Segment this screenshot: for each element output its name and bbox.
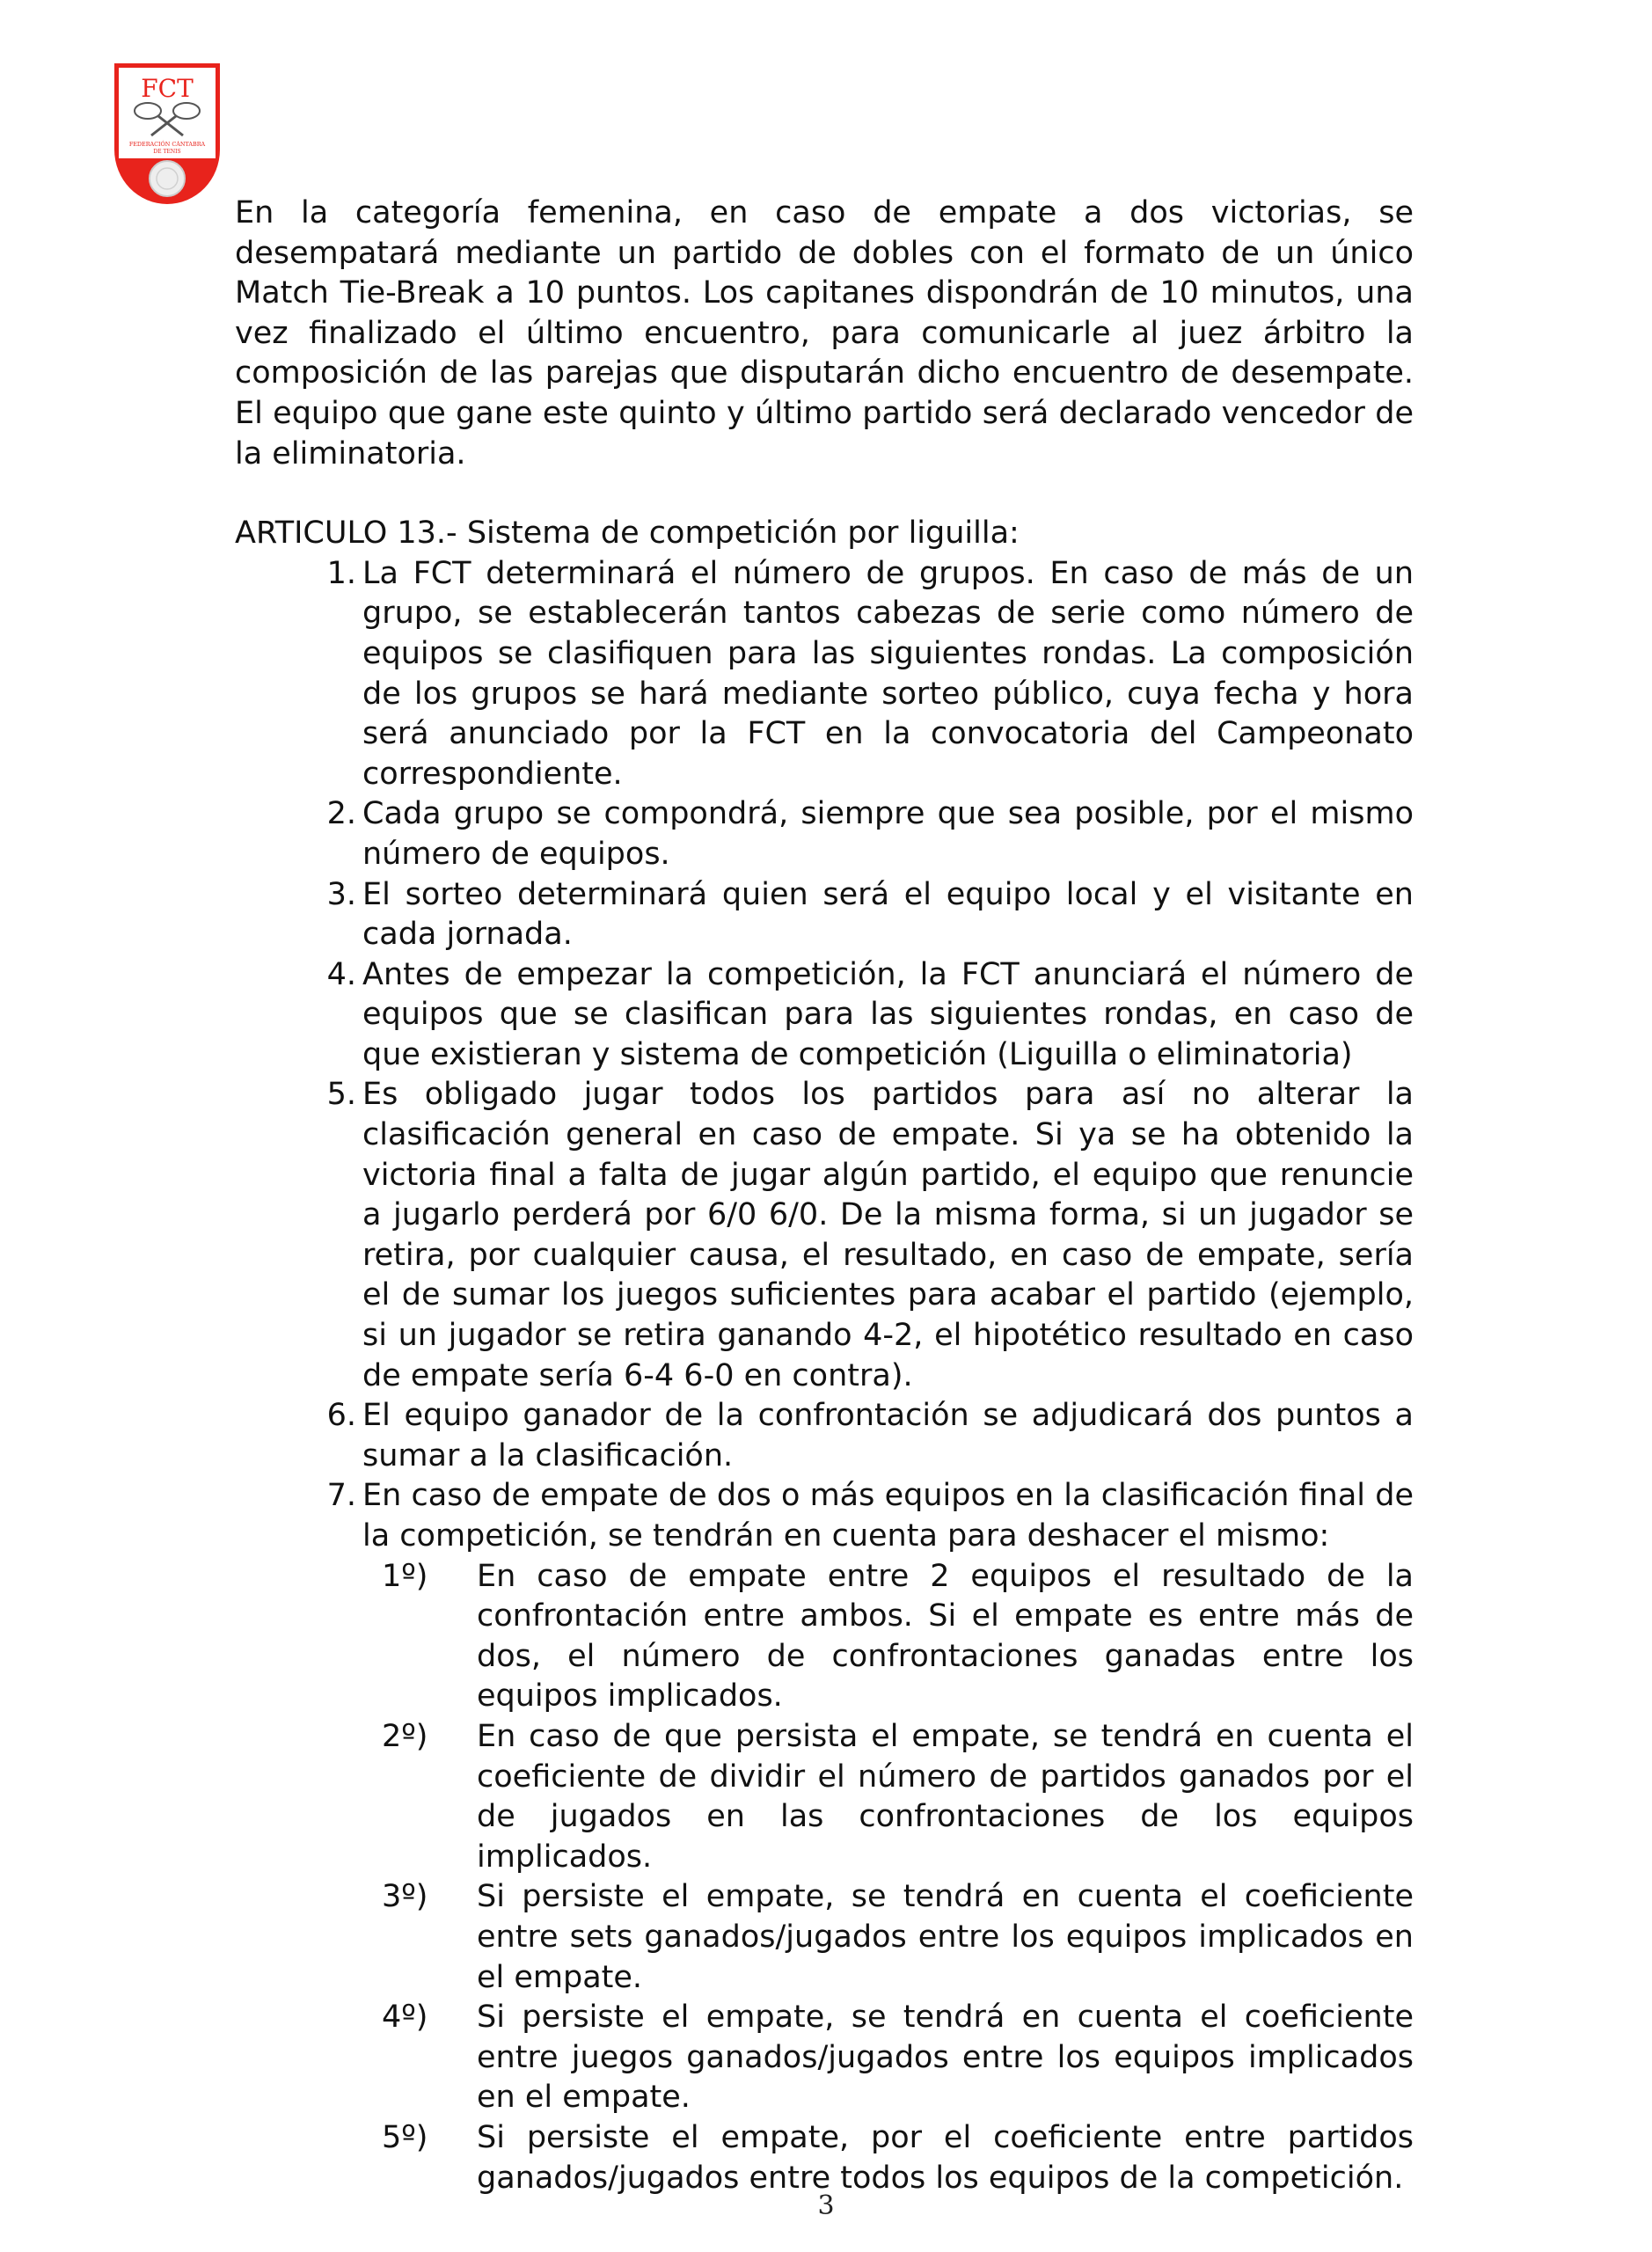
list-item-number: 6.	[326, 1398, 356, 1434]
sub-list-item-number: 5º)	[382, 2119, 428, 2155]
list-item-number: 3.	[326, 876, 356, 912]
logo-caption-line1: FEDERACIÓN CÁNTABRA	[128, 141, 206, 148]
sub-list-item	[235, 1877, 1414, 1998]
list-item	[235, 1075, 1414, 1396]
article-items-list	[235, 554, 1414, 1557]
intro-paragraph: En la categoría femenina, en caso de empate a dos victorias, se desempatará mediante un partido de dobles con el formato de un único Match Tie-Break a 10 puntos. Los capitanes dispondrán de 10 minutos, una vez finalizado el último encuentro, para comunicarle al juez árbitro la composición de las parejas que disputarán dicho encuentro de desempate. El equipo que gane este quinto y último partido será declarado vencedor de la eliminatoria.	[235, 195, 1414, 472]
sub-list-item	[235, 2118, 1414, 2198]
list-item-text: El sorteo determinará quien será el equipo local y el visitante en cada jornada.	[362, 876, 1414, 953]
sub-list-item-text: Si persiste el empate, por el coeficiente entre partidos ganados/jugados entre todos los equipos de la competición.	[477, 2119, 1414, 2196]
article-heading: ARTICULO 13.- Sistema de competición por liguilla:	[235, 515, 1020, 552]
list-item	[235, 554, 1414, 795]
list-item	[235, 1476, 1414, 1556]
document-body	[235, 194, 1414, 2198]
sub-list-item	[235, 1557, 1414, 1717]
sub-list-item	[235, 1998, 1414, 2118]
list-item-text: En caso de empate de dos o más equipos en la clasificación final de la competición, se tendrán en cuenta para deshacer el mismo:	[362, 1478, 1414, 1554]
list-item	[235, 875, 1414, 955]
list-item	[235, 794, 1414, 874]
list-item-text: El equipo ganador de la confrontación se adjudicará dos puntos a sumar a la clasificación.	[362, 1398, 1414, 1473]
sub-list-item	[235, 1717, 1414, 1877]
sub-list-item-number: 4º)	[382, 2000, 428, 2036]
list-item	[235, 1396, 1414, 1476]
sub-list-item-text: Si persiste el empate, se tendrá en cuenta el coeficiente entre sets ganados/jugados entre los equipos implicados en el empate.	[477, 1879, 1414, 1995]
logo-letters: FCT	[141, 74, 194, 103]
page-number: 3	[817, 2190, 835, 2221]
sub-list-item-text: En caso de empate entre 2 equipos el resultado de la confrontación entre ambos. Si el empate es entre más de dos, el número de confrontaciones ganadas entre los equipos implicados.	[477, 1558, 1414, 1715]
federation-logo	[113, 62, 222, 207]
tennis-ball-icon	[150, 161, 185, 196]
sub-list-item-number: 2º)	[382, 1718, 428, 1754]
list-item-text: Antes de empezar la competición, la FCT anunciará el número de equipos que se clasifican para las siguientes rondas, en caso de que existieran y sistema de competición (Liguilla o eliminatoria)	[362, 956, 1414, 1072]
sub-list-item-text: Si persiste el empate, se tendrá en cuenta el coeficiente entre juegos ganados/jugados entre los equipos implicados en el empate.	[477, 2000, 1414, 2116]
list-item-number: 4.	[326, 956, 356, 992]
fct-logo-emblem	[113, 62, 222, 207]
tiebreak-criteria-list	[235, 1557, 1414, 2199]
list-item-number: 1.	[326, 555, 356, 591]
list-item-text: La FCT determinará el número de grupos. En caso de más de un grupo, se establecerán tantos cabezas de serie como número de equipos se clasifiquen para las siguientes rondas. La composición de los grupos se hará mediante sorteo público, cuya fecha y hora será anunciado por la FCT en la convocatoria del Campeonato correspondiente.	[362, 555, 1414, 792]
list-item-text: Es obligado jugar todos los partidos para así no alterar la clasificación general en caso de empate. Si ya se ha obtenido la victoria final a falta de jugar algún partido, el equipo que renuncie a jugarlo perderá por 6/0 6/0. De la misma forma, si un jugador se retira, por cualquier causa, el resultado, en caso de empate, sería el de sumar los juegos suficientes para acabar el partido (ejemplo, si un jugador se retira ganando 4-2, el hipotético resultado en caso de empate sería 6-4 6-0 en contra).	[362, 1077, 1414, 1393]
list-item-number: 5.	[326, 1077, 356, 1113]
list-item-text: Cada grupo se compondrá, siempre que sea posible, por el mismo número de equipos.	[362, 796, 1414, 872]
sub-list-item-number: 3º)	[382, 1879, 428, 1915]
list-item-number: 2.	[326, 796, 356, 832]
list-item	[235, 955, 1414, 1076]
list-item-number: 7.	[326, 1478, 356, 1514]
logo-caption-line2: DE TENIS	[153, 149, 181, 155]
sub-list-item-text: En caso de que persista el empate, se tendrá en cuenta el coeficiente de dividir el número de partidos ganados por el de jugados en las confrontaciones de los equipos implicados.	[477, 1718, 1414, 1875]
sub-list-item-number: 1º)	[382, 1558, 428, 1594]
